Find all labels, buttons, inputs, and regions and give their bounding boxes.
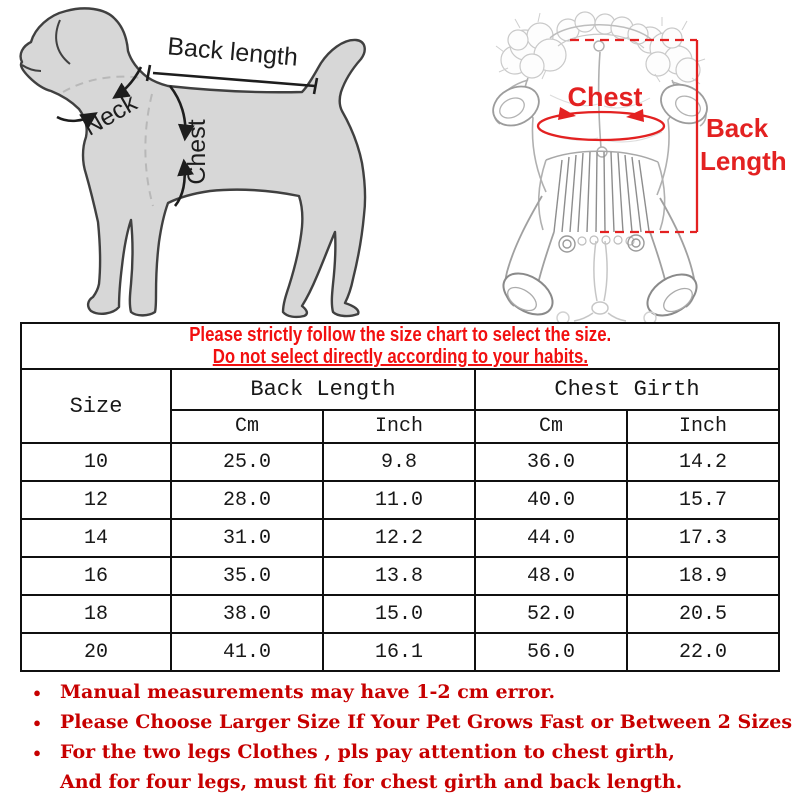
note-line — [30, 739, 780, 769]
back-cm-cell: 25.0 — [172, 444, 324, 482]
back-inch-cell: 9.8 — [324, 444, 476, 482]
garment-chest-label: Chest — [567, 82, 643, 112]
notice-row — [20, 322, 780, 370]
table-row — [20, 444, 780, 482]
note-line — [30, 709, 793, 739]
notes-section — [30, 679, 793, 799]
garment-measurement-diagram — [400, 0, 800, 322]
note-bullet-icon: ● — [33, 715, 41, 730]
size-cell: 20 — [20, 634, 172, 672]
garment-back-label: Back — [706, 113, 769, 143]
size-cell: 16 — [20, 558, 172, 596]
chest-cm-cell: 44.0 — [476, 520, 628, 558]
back-inch-cell: 15.0 — [324, 596, 476, 634]
size-chart-table — [20, 322, 780, 672]
chest-cm-cell: 48.0 — [476, 558, 628, 596]
chest-inch-cell: 20.5 — [628, 596, 780, 634]
back-cm-cell: 31.0 — [172, 520, 324, 558]
size-cell: 14 — [20, 520, 172, 558]
back-cm-cell: 28.0 — [172, 482, 324, 520]
table-row — [20, 520, 780, 558]
note-text: Manual measurements may have 1-2 cm error. — [60, 681, 556, 703]
chest-inch-cell: 14.2 — [628, 444, 780, 482]
back-length-header-cell: Back Length — [172, 370, 476, 411]
notice-cell — [20, 322, 780, 370]
notice-line-1: Please strictly follow the size chart to select the size. — [188, 324, 612, 346]
note-line — [30, 769, 780, 799]
skirt-pleats — [554, 152, 649, 232]
chest-inch-cell: 17.3 — [628, 520, 780, 558]
harness-straps — [557, 241, 656, 322]
size-header-cell: Size — [20, 370, 172, 444]
neck-label: Neck — [78, 88, 142, 142]
back-length-label: Back length — [166, 32, 299, 72]
dog-measurement-diagram — [0, 0, 400, 322]
table-row — [20, 482, 780, 520]
note-line — [30, 679, 780, 709]
note-text: And for four legs, must fit for chest girth and back length. — [60, 771, 683, 793]
chest-girth-header-cell: Chest Girth — [476, 370, 780, 411]
back-inch-cell: 12.2 — [324, 520, 476, 558]
back-cm-cell: 38.0 — [172, 596, 324, 634]
size-cell: 18 — [20, 596, 172, 634]
chest-inch-cell: 22.0 — [628, 634, 780, 672]
garment-length-label: Length — [700, 146, 787, 176]
table-row — [20, 634, 780, 672]
back-cm-cell: 41.0 — [172, 634, 324, 672]
inch-header-cell: Inch — [324, 411, 476, 444]
chest-cm-cell: 56.0 — [476, 634, 628, 672]
cm-header-cell: Cm — [476, 411, 628, 444]
chest-girth-ellipse — [538, 112, 664, 140]
inch-header-cell: Inch — [628, 411, 780, 444]
note-text: For the two legs Clothes , pls pay attention to chest girth, — [60, 741, 675, 763]
back-inch-cell: 11.0 — [324, 482, 476, 520]
note-text: Please Choose Larger Size If Your Pet Grows Fast or Between 2 Sizes — [60, 711, 793, 733]
chest-cm-cell: 36.0 — [476, 444, 628, 482]
cm-header-cell: Cm — [172, 411, 324, 444]
chest-cm-cell: 40.0 — [476, 482, 628, 520]
notice-line-2: Do not select directly according to your habits. — [212, 346, 588, 368]
table-row — [20, 596, 780, 634]
back-inch-cell: 16.1 — [324, 634, 476, 672]
size-cell: 12 — [20, 482, 172, 520]
back-cm-cell: 35.0 — [172, 558, 324, 596]
snap-button — [594, 41, 604, 51]
chest-inch-cell: 15.7 — [628, 482, 780, 520]
back-inch-cell: 13.8 — [324, 558, 476, 596]
chest-label: Chest — [183, 119, 211, 185]
size-cell: 10 — [20, 444, 172, 482]
note-bullet-icon: ● — [33, 685, 41, 700]
table-row — [20, 558, 780, 596]
chest-cm-cell: 52.0 — [476, 596, 628, 634]
chest-inch-cell: 18.9 — [628, 558, 780, 596]
header-row-groups — [20, 370, 780, 411]
note-bullet-icon: ● — [33, 745, 41, 760]
